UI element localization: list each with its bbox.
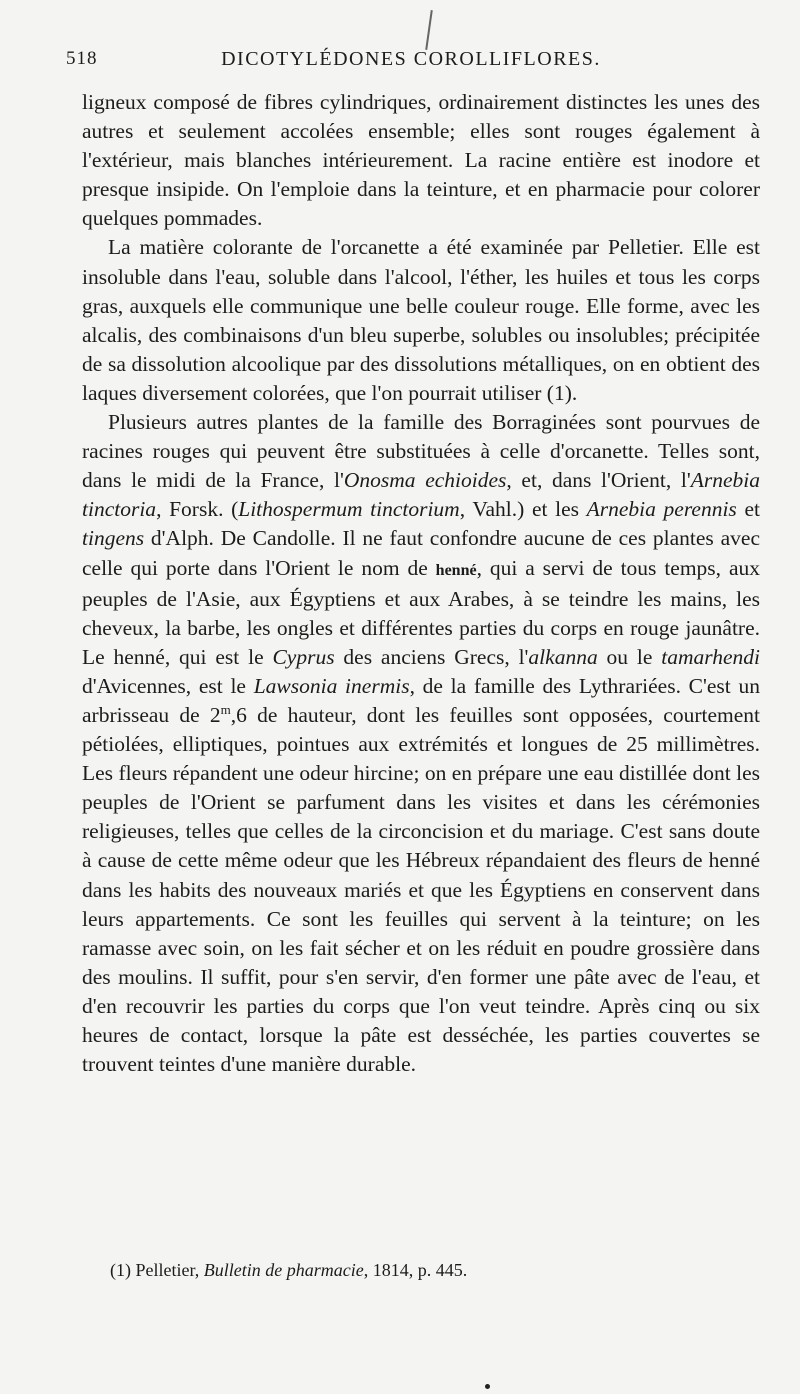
speck bbox=[485, 1384, 490, 1389]
footnote bbox=[110, 1258, 760, 1282]
italic-text: Cyprus bbox=[272, 644, 335, 669]
italic-text: Arnebia perennis bbox=[586, 497, 737, 522]
italic-text: tamarhendi bbox=[661, 644, 760, 669]
text-run: , qui a servi de tous temps, aux peuples de l'Asie, aux Égyptiens et aux Arabes, à se teindre les mains, les cheveux, la barbe, les ongles et différentes parties du corps en rouge jaunâtre. Le henné, qui est le bbox=[82, 555, 760, 669]
page-header bbox=[66, 48, 756, 82]
margin-mark bbox=[425, 10, 433, 50]
paragraph bbox=[82, 233, 760, 408]
bold-text: henné bbox=[435, 561, 477, 579]
paragraph bbox=[82, 88, 760, 233]
italic-text: Bulletin de pharmacie bbox=[203, 1260, 364, 1280]
text-run: et bbox=[736, 497, 760, 522]
text-run: d'Avicennes, est le bbox=[82, 673, 254, 698]
text-run: , Vahl.) et les bbox=[459, 497, 587, 522]
italic-text: Lawsonia inermis bbox=[253, 673, 410, 698]
running-head: DICOTYLÉDONES COROLLIFLORES. bbox=[221, 48, 601, 70]
italic-text: Lithospermum tinctorium bbox=[238, 497, 460, 522]
text-run: , et, dans l'Orient, l' bbox=[506, 468, 691, 493]
text-run: des anciens Grecs, l' bbox=[334, 644, 529, 669]
body-text bbox=[82, 88, 760, 1079]
text-run: La matière colorante de l'orcanette a été examinée par Pelletier. Elle est insoluble dans l'eau, soluble dans l'alcool, l'éther, les huiles et tous les corps gras, auxquels elle communique une belle couleur rouge. Elle forme, avec les alcalis, des combinaisons d'un bleu superbe, solubles ou insolubles; précipitée de sa dissolution alcoolique par des dissolutions métalliques, on en obtient des laques diversement colorées, que l'on pourrait utiliser (1). bbox=[82, 235, 760, 405]
text-run: d'Alph. De Candolle. Il ne faut confondre aucune de ces plantes avec celle qui porte dans l'Orient le nom de bbox=[82, 526, 760, 580]
italic-text: Arnebia tinctoria bbox=[82, 468, 760, 522]
text-run: , 1814, p. 445. bbox=[363, 1260, 468, 1280]
text-run: ,6 de hauteur, dont les feuilles sont opposées, courtement pétiolées, elliptiques, pointues aux extrémités et longues de 25 millimètres. Les fleurs répandent une odeur hircine; on en prépare une eau distillée dont les peuples de l'Orient se parfument dans les visites et dans les cérémonies religieuses, telles que celles de la circoncision et du mariage. C'est sans doute à cause de cette même odeur que les Hébreux répandaient des fleurs de henné dans les habits des nouveaux mariés et que les Égyptiens en conservent dans leurs appartements. Ce sont les feuilles qui servent à la teinture; on les ramasse avec soin, on les fait sécher et on les réduit en poudre grossière dans des moulins. Il suffit, pour s'en servir, d'en former une pâte avec de l'eau, et d'en recouvrir les parties du corps que l'on veut teindre. Après cinq ou six heures de contact, lorsque la pâte est desséchée, les parties couvertes se trouvent teintes d'une manière durable. bbox=[82, 702, 760, 1077]
text-run: ou le bbox=[597, 644, 662, 669]
text-run: , de la famille des Lythrariées. C'est un arbrisseau de 2 bbox=[82, 673, 760, 727]
text-run: Plusieurs autres plantes de la famille des Borraginées sont pourvues de racines rouges qui peuvent être substituées à celle d'orcanette. Telles sont, dans le midi de la France, l' bbox=[82, 410, 760, 493]
italic-text: alkanna bbox=[528, 644, 598, 669]
superscript-text: m bbox=[220, 701, 231, 717]
paragraph bbox=[82, 408, 760, 1079]
text-run: ligneux composé de fibres cylindriques, ordinairement distinctes les unes des autres et seulement accolées ensemble; elles sont rouges également à l'extérieur, mais blanches intérieurement. La racine entière est inodore et presque insipide. On l'emploie dans la teinture, et en pharmacie pour colorer quelques pommades. bbox=[82, 90, 760, 231]
page-number: 518 bbox=[66, 48, 98, 69]
italic-text: Onosma echioides bbox=[343, 468, 507, 493]
text-run: (1) Pelletier, bbox=[110, 1260, 204, 1280]
italic-text: tingens bbox=[82, 526, 145, 551]
text-run: , Forsk. ( bbox=[156, 497, 239, 522]
